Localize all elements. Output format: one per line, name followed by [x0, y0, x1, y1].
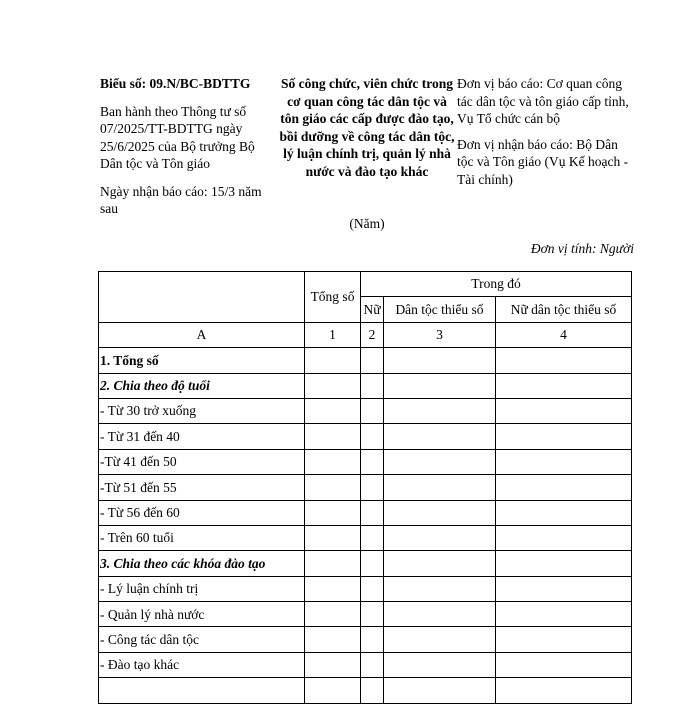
- data-cell[interactable]: [496, 678, 632, 703]
- table-row: [99, 398, 632, 423]
- header-group: Trong đó: [361, 272, 632, 297]
- table-row: [99, 602, 632, 627]
- table-row: [99, 449, 632, 474]
- header-total: Tổng số: [305, 272, 361, 323]
- data-cell[interactable]: [361, 627, 384, 652]
- data-cell[interactable]: [305, 398, 361, 423]
- data-cell[interactable]: [496, 602, 632, 627]
- data-cell[interactable]: [384, 525, 496, 550]
- data-cell[interactable]: [305, 500, 361, 525]
- data-cell[interactable]: [305, 576, 361, 601]
- form-code: Biểu số: 09.N/BC-BDTTG: [100, 76, 251, 91]
- table-row: [99, 576, 632, 601]
- table-row: [99, 424, 632, 449]
- data-cell[interactable]: [361, 678, 384, 703]
- row-label: - Trên 60 tuổi: [99, 525, 305, 550]
- reporting-unit-text: Đơn vị báo cáo: Cơ quan công tác dân tộc và tôn giáo cấp tỉnh, Vụ Tổ chức cán bộ: [457, 76, 629, 127]
- data-cell[interactable]: [361, 500, 384, 525]
- table-row: [99, 348, 632, 373]
- index-cell: 2: [361, 322, 384, 347]
- data-cell[interactable]: [496, 348, 632, 373]
- data-cell[interactable]: [496, 500, 632, 525]
- data-cell[interactable]: [384, 500, 496, 525]
- data-cell[interactable]: [305, 373, 361, 398]
- data-cell[interactable]: [305, 678, 361, 703]
- row-label: - Đào tạo khác: [99, 652, 305, 677]
- row-label: - Lý luận chính trị: [99, 576, 305, 601]
- header-left-column: [100, 75, 280, 218]
- index-cell: 4: [496, 322, 632, 347]
- table-row: [99, 500, 632, 525]
- header-ethnic: Dân tộc thiểu số: [384, 297, 496, 322]
- row-label: -Từ 51 đến 55: [99, 475, 305, 500]
- data-cell[interactable]: [384, 551, 496, 576]
- data-cell[interactable]: [305, 652, 361, 677]
- data-cell[interactable]: [384, 652, 496, 677]
- data-cell[interactable]: [384, 348, 496, 373]
- header-cell-blank: [99, 272, 305, 323]
- row-label: 3. Chia theo các khóa đào tạo: [99, 551, 305, 576]
- data-cell[interactable]: [361, 525, 384, 550]
- data-cell[interactable]: [361, 652, 384, 677]
- row-label: -Từ 41 đến 50: [99, 449, 305, 474]
- data-cell[interactable]: [361, 348, 384, 373]
- data-cell[interactable]: [305, 627, 361, 652]
- row-label: - Từ 30 trở xuống: [99, 398, 305, 423]
- receive-date-text: Ngày nhận báo cáo: 15/3 năm sau: [100, 183, 262, 217]
- data-cell[interactable]: [361, 449, 384, 474]
- data-cell[interactable]: [384, 602, 496, 627]
- header-female-ethnic: Nữ dân tộc thiểu số: [496, 297, 632, 322]
- unit-label: Đơn vị tính: Người: [530, 241, 634, 256]
- index-row: [99, 322, 632, 347]
- data-cell[interactable]: [361, 424, 384, 449]
- data-cell[interactable]: [496, 398, 632, 423]
- data-cell[interactable]: [496, 576, 632, 601]
- row-label: - Từ 31 đến 40: [99, 424, 305, 449]
- receiving-unit-text: Đơn vị nhận báo cáo: Bộ Dân tộc và Tôn giáo (Vụ Kế hoạch - Tài chính): [457, 136, 629, 187]
- data-cell[interactable]: [496, 373, 632, 398]
- data-cell[interactable]: [361, 398, 384, 423]
- index-cell: 3: [384, 322, 496, 347]
- data-cell[interactable]: [305, 602, 361, 627]
- data-cell[interactable]: [496, 551, 632, 576]
- table-row: [99, 551, 632, 576]
- index-cell: 1: [305, 322, 361, 347]
- data-cell[interactable]: [361, 576, 384, 601]
- data-cell[interactable]: [496, 627, 632, 652]
- data-cell[interactable]: [496, 424, 632, 449]
- row-label: 2. Chia theo độ tuổi: [99, 373, 305, 398]
- data-cell[interactable]: [305, 424, 361, 449]
- header-title-column: [277, 75, 457, 180]
- data-cell[interactable]: [305, 449, 361, 474]
- data-cell[interactable]: [361, 475, 384, 500]
- table-row: [99, 627, 632, 652]
- index-cell: A: [99, 322, 305, 347]
- data-cell[interactable]: [305, 551, 361, 576]
- row-label: 1. Tổng số: [99, 348, 305, 373]
- report-title: Số công chức, viên chức trong cơ quan công tác dân tộc và tôn giáo các cấp được đào tạo, bồi dưỡng về công tác dân tộc, lý luận chính trị, quản lý nhà nước và đào tạo khác: [279, 76, 455, 179]
- row-label: [99, 678, 305, 703]
- data-cell[interactable]: [384, 475, 496, 500]
- report-year: (Năm): [349, 216, 385, 231]
- issued-by-text: Ban hành theo Thông tư số 07/2025/TT-BDTTG ngày 25/6/2025 của Bộ trưởng Bộ Dân tộc và Tôn giáo: [100, 103, 255, 172]
- data-cell[interactable]: [384, 449, 496, 474]
- data-cell[interactable]: [384, 424, 496, 449]
- data-cell[interactable]: [361, 373, 384, 398]
- data-cell[interactable]: [305, 348, 361, 373]
- row-label: - Từ 56 đến 60: [99, 500, 305, 525]
- table-row: [99, 678, 632, 703]
- data-cell[interactable]: [361, 551, 384, 576]
- data-cell[interactable]: [496, 652, 632, 677]
- data-cell[interactable]: [361, 602, 384, 627]
- header-female: Nữ: [361, 297, 384, 322]
- table-row: [99, 373, 632, 398]
- data-cell[interactable]: [305, 525, 361, 550]
- table-row: [99, 525, 632, 550]
- table-row: [99, 652, 632, 677]
- data-cell[interactable]: [305, 475, 361, 500]
- data-cell[interactable]: [384, 576, 496, 601]
- data-cell[interactable]: [384, 373, 496, 398]
- report-table: [98, 271, 632, 704]
- header-right-column: [457, 75, 637, 188]
- data-cell[interactable]: [496, 475, 632, 500]
- data-cell[interactable]: [384, 398, 496, 423]
- data-cell[interactable]: [384, 678, 496, 703]
- data-cell[interactable]: [496, 449, 632, 474]
- data-cell[interactable]: [384, 627, 496, 652]
- data-cell[interactable]: [496, 525, 632, 550]
- row-label: - Công tác dân tộc: [99, 627, 305, 652]
- row-label: - Quản lý nhà nước: [99, 602, 305, 627]
- table-row: [99, 475, 632, 500]
